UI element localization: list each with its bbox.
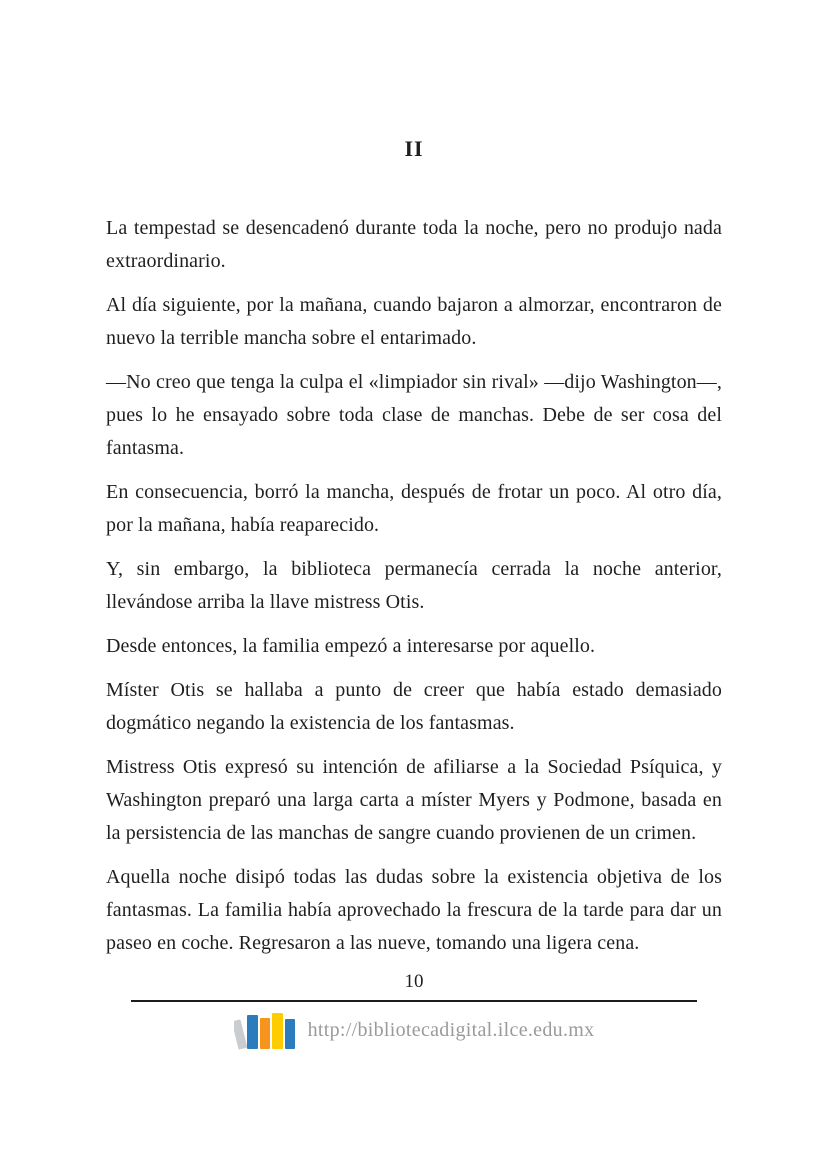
paragraph: Mistress Otis expresó su intención de afiliarse a la Sociedad Psíquica, y Washington preparó una larga carta a míster Myers y Podmone, basada en la persistencia de las manchas de sangre cuando provienen de un crimen. (106, 756, 722, 844)
paragraph: Desde entonces, la familia empezó a interesarse por aquello. (106, 635, 596, 657)
paragraph: Míster Otis se hallaba a punto de creer que había estado demasiado dogmático negando la existencia de los fantasmas. (106, 679, 722, 734)
footer-url[interactable]: http://bibliotecadigital.ilce.edu.mx (307, 1018, 595, 1041)
paragraph: —No creo que tenga la culpa el «limpiador sin rival» —dijo Washington—, pues lo he ensayado sobre toda clase de manchas. Debe de ser cosa del fantasma. (106, 371, 722, 459)
paragraph: En consecuencia, borró la mancha, después de frotar un poco. Al otro día, por la mañana, había reaparecido. (106, 481, 722, 536)
ilce-books-logo-icon (234, 1010, 298, 1050)
footer-divider (131, 1000, 697, 1002)
paragraph: Aquella noche disipó todas las dudas sobre la existencia objetiva de los fantasmas. La familia había aprovechado la frescura de la tarde para dar un paseo en coche. Regresaron a las nueve, tomando una ligera cena. (106, 866, 722, 954)
paragraph: Y, sin embargo, la biblioteca permanecía cerrada la noche anterior, llevándose arriba la llave mistress Otis. (106, 558, 722, 613)
page-body (106, 212, 722, 960)
paragraph: Al día siguiente, por la mañana, cuando bajaron a almorzar, encontraron de nuevo la terrible mancha sobre el entarimado. (106, 294, 722, 349)
paragraph: La tempestad se desencadenó durante toda la noche, pero no produjo nada extraordinario. (106, 217, 722, 272)
chapter-heading: II (404, 136, 424, 161)
page-number: 10 (404, 971, 424, 992)
page-footer (106, 1010, 722, 1050)
